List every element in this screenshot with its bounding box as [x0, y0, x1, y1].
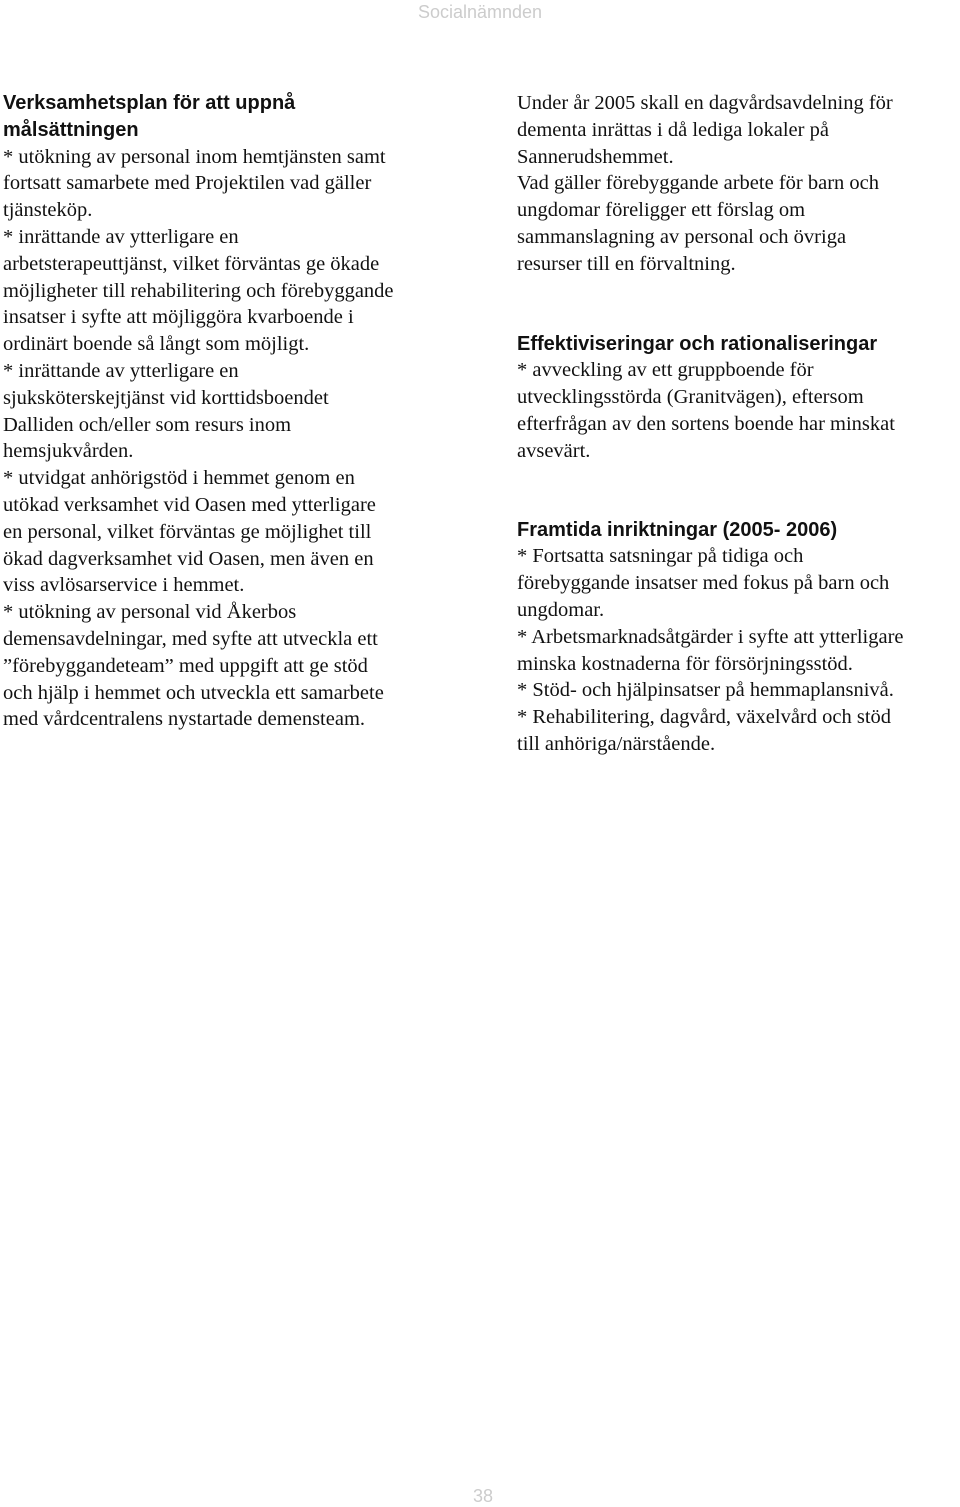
page-header: Socialnämnden	[417, 2, 543, 22]
body-line: Dalliden och/eller som resurs inom	[3, 413, 292, 436]
body-line: * avveckling av ett gruppboende för	[517, 359, 814, 382]
body-line: * inrättande av ytterligare en	[3, 225, 239, 248]
body-line: ökad dagverksamhet vid Oasen, men även en	[3, 547, 374, 570]
body-line: arbetsterapeuttjänst, vilket förväntas ge ökade	[3, 252, 380, 275]
body-line: * Rehabilitering, dagvård, växelvård och stöd	[517, 706, 892, 729]
body-line: dementa inrättas i då lediga lokaler på	[517, 118, 829, 141]
body-line: ”förebyggandeteam” med uppgift att ge stöd	[3, 654, 368, 677]
body-line: * inrättande av ytterligare en	[3, 359, 239, 382]
body-line: fortsatt samarbete med Projektilen vad gäller	[3, 172, 372, 195]
body-line: en personal, vilket förväntas ge möjlighet till	[3, 520, 372, 543]
section-heading-framtida-inriktningar: Framtida inriktningar (2005- 2006)	[517, 518, 838, 541]
body-line: med vårdcentralens nystartade demensteam.	[3, 708, 366, 731]
left-column	[3, 90, 453, 733]
body-line: sammanslagning av personal och övriga	[517, 225, 847, 248]
body-line: insatser i syfte att möjliggöra kvarboende i	[3, 306, 354, 329]
body-line: * Arbetsmarknadsåtgärder i syfte att ytterligare	[517, 625, 904, 648]
body-line: avsevärt.	[517, 439, 591, 462]
section-heading-effektiviseringar: Effektiviseringar och rationaliseringar	[517, 332, 878, 355]
right-column	[517, 90, 959, 758]
body-line: ungdomar föreligger ett förslag om	[517, 199, 806, 222]
section-heading-verksamhetsplan-line-2: målsättningen	[3, 118, 139, 141]
section-heading-verksamhetsplan-line-1: Verksamhetsplan för att uppnå	[3, 92, 296, 114]
body-line: * utökning av personal inom hemtjänsten samt	[3, 145, 386, 168]
body-line: minska kostnaderna för försörjningsstöd.	[517, 652, 853, 675]
body-line: efterfrågan av den sortens boende har minskat	[517, 412, 895, 435]
body-line: sjuksköterskejtjänst vid korttidsboendet	[3, 386, 329, 409]
page-number: 38	[472, 1486, 494, 1506]
body-line: Under år 2005 skall en dagvårdsavdelning för	[517, 92, 893, 114]
body-line: Vad gäller förebyggande arbete för barn och	[517, 172, 879, 195]
body-line: demensavdelningar, med syfte att utveckla ett	[3, 627, 378, 650]
body-line: till anhöriga/närstående.	[517, 732, 716, 755]
body-line: och hjälp i hemmet och utveckla ett samarbete	[3, 681, 384, 704]
body-line: hemsjukvården.	[3, 440, 134, 463]
body-line: ungdomar.	[517, 598, 605, 621]
body-line: * utvidgat anhörigstöd i hemmet genom en	[3, 467, 355, 490]
body-line: * utökning av personal vid Åkerbos	[3, 601, 297, 624]
body-line: utökad verksamhet vid Oasen med ytterligare	[3, 493, 376, 516]
body-line: * Fortsatta satsningar på tidiga och	[517, 545, 804, 568]
body-line: möjligheter till rehabilitering och förebyggande	[3, 279, 394, 302]
body-line: * Stöd- och hjälpinsatser på hemmaplansnivå.	[517, 679, 894, 702]
body-line: förebyggande insatser med fokus på barn och	[517, 572, 890, 595]
body-line: tjänsteköp.	[3, 199, 93, 222]
body-line: resurser till en förvaltning.	[517, 252, 736, 275]
body-line: Sannerudshemmet.	[517, 145, 674, 168]
body-line: viss avlösarservice i hemmet.	[3, 574, 245, 597]
body-line: ordinärt boende så långt som möjligt.	[3, 333, 310, 356]
body-line: utvecklingsstörda (Granitvägen), eftersom	[517, 386, 864, 409]
